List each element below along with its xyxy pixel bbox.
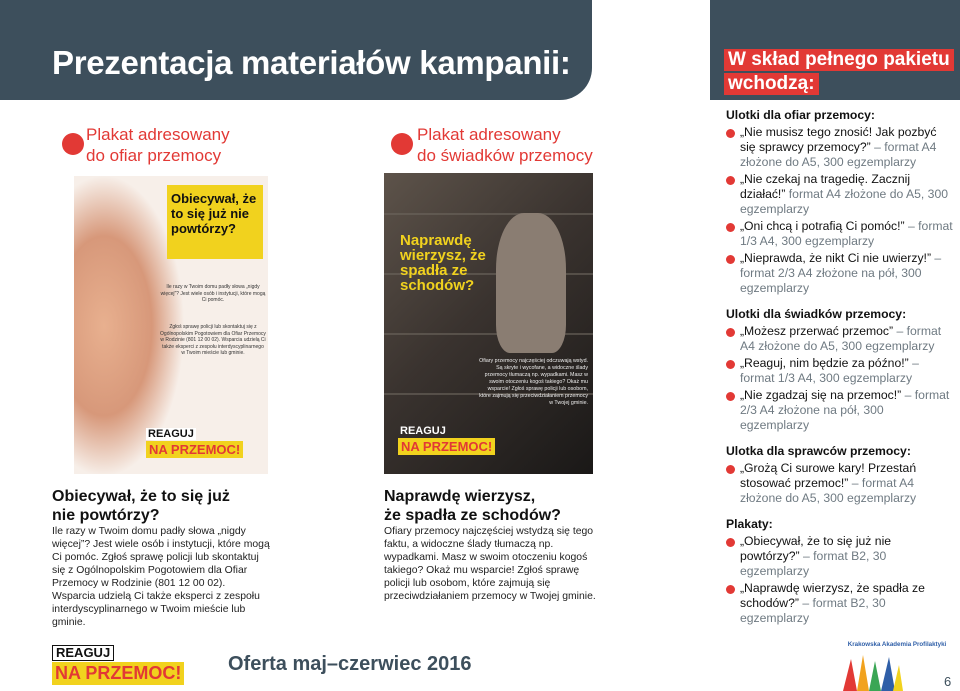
witness-caption-text: Ofiary przemocy najczęściej wstydzą się tego faktu, a widoczne ślady tłumaczą np. wypadkami. Masz w swoim otoczeniu kogoś takiego? Okaż mu wsparcie! Zgłoś sprawę policji lub osobom, które zajmują się przeciwdziałaniem przemocy w Twojej gminie. xyxy=(384,526,596,602)
poster-headline: Naprawdę wierzysz, że spadła ze schodów? xyxy=(400,232,486,294)
group-victim-leaflets xyxy=(726,108,954,296)
offer-title: Oferta maj–czerwiec 2016 xyxy=(228,653,472,675)
list-item: „Grożą Ci surowe kary! Przestań stosować przemoc!” – format A4 złożone do A5, 300 egzemplarzy xyxy=(726,461,954,506)
poster-text-2: Zgłoś sprawę policji lub skontaktuj się z Ogólnopolskim Pogotowiem dla Ofiar Przemocy w Rodzinie (801 12 00 02). Wsparcia udzielą Ci także eksperci z zespołu interdyscyplinarnego w Twoim mieście lub gminie. xyxy=(160,324,266,356)
sun-rays-logo-icon xyxy=(843,651,903,691)
group-heading: Plakaty: xyxy=(726,517,773,531)
group-witness-leaflets xyxy=(726,307,954,433)
victim-poster xyxy=(74,176,268,474)
group-heading: Ulotka dla sprawców przemocy: xyxy=(726,444,911,458)
poster-text-1: Ile razy w Twoim domu padły słowa „nigdy więcej”? Jest wiele osób i instytucji, które mogą Ci pomóc. xyxy=(160,284,266,303)
list-item: „Reaguj, nim będzie za późno!” – format 1/3 A4, 300 egzemplarzy xyxy=(726,356,954,386)
victim-caption-title: Obiecywał, że to się już nie powtórzy? xyxy=(52,488,230,524)
group-heading: Ulotki dla ofiar przemocy: xyxy=(726,108,875,122)
package-header-line1: W skład pełnego pakietu xyxy=(724,49,954,71)
poster-text: Ofiary przemocy najczęściej odczuwają wstyd. Są skryte i wycofane, a widoczne ślady przemocy tłumaczą np. wypadkami. Masz w swoim otoczeniu kogoś takiego? Okaż mu wsparcie! Zgłoś sprawę policji lub osobom, które zajmują się przeciwdziałaniem przemocy w Twojej gminie. xyxy=(479,358,588,406)
reaguj-logo: REAGUJ NA PRZEMOC! xyxy=(146,428,256,462)
witness-poster xyxy=(384,173,593,474)
page-number: 6 xyxy=(944,674,952,689)
publisher-name: Krakowska Akademia Profilaktyki xyxy=(847,641,947,648)
bullet-dot-icon xyxy=(391,133,413,155)
poster-headline: Obiecywał, że to się już nie powtórzy? xyxy=(171,191,257,236)
victim-caption-text: Ile razy w Twoim domu padły słowa „nigdy więcej”? Jest wiele osób i instytucji, które mogą Ci pomóc. Zgłoś sprawę policji lub skontaktuj się z Ogólnopolskim Pogotowiem dla Ofiar Przemocy w Rodzinie (801 12 00 02). Wsparcia udzielą Ci także eksperci z zespołu interdyscyplinarnego w Twoim mieście lub gminie. xyxy=(52,526,270,628)
list-item: „Nie musisz tego znosić! Jak pozbyć się sprawcy przemocy?” – format A4 złożone do A5, 300 egzemplarzy xyxy=(726,125,954,170)
victim-section-title: Plakat adresowany do ofiar przemocy xyxy=(86,125,230,165)
list-item: „Obiecywał, że to się już nie powtórzy?” – format B2, 30 egzemplarzy xyxy=(726,534,954,579)
group-perpetrator-leaflet xyxy=(726,444,954,506)
bullet-dot-icon xyxy=(62,133,84,155)
list-item: „Możesz przerwać przemoc” – format A4 złożone do A5, 300 egzemplarzy xyxy=(726,324,954,354)
list-item: „Oni chcą i potrafią Ci pomóc!” – format 1/3 A4, 300 egzemplarzy xyxy=(726,219,954,249)
list-item: „Naprawdę wierzysz, że spadła ze schodów?” – format B2, 30 egzemplarzy xyxy=(726,581,954,626)
list-item: „Nieprawda, że nikt Ci nie uwierzy!” – format 2/3 A4 złożone na pół, 300 egzemplarzy xyxy=(726,251,954,296)
group-heading: Ulotki dla świadków przemocy: xyxy=(726,307,907,321)
poster-headline-box xyxy=(167,185,263,259)
list-item: „Nie czekaj na tragedię. Zacznij działać!” format A4 złożone do A5, 300 egzemplarzy xyxy=(726,172,954,217)
footer-reaguj-logo: REAGUJ NA PRZEMOC! xyxy=(52,645,192,687)
package-header-line2: wchodzą: xyxy=(724,73,819,95)
publisher-logo xyxy=(838,641,956,691)
page-title: Prezentacja materiałów kampanii: xyxy=(52,44,571,81)
package-header xyxy=(710,0,960,100)
witness-caption-title: Naprawdę wierzysz, że spadła ze schodów? xyxy=(384,488,561,524)
package-list xyxy=(726,108,954,626)
witness-section-title: Plakat adresowany do świadków przemocy xyxy=(417,125,593,165)
group-posters xyxy=(726,517,954,626)
list-item: „Nie zgadzaj się na przemoc!” – format 2/3 A4 złożone na pół, 300 egzemplarzy xyxy=(726,388,954,433)
reaguj-logo: REAGUJ NA PRZEMOC! xyxy=(398,425,518,459)
